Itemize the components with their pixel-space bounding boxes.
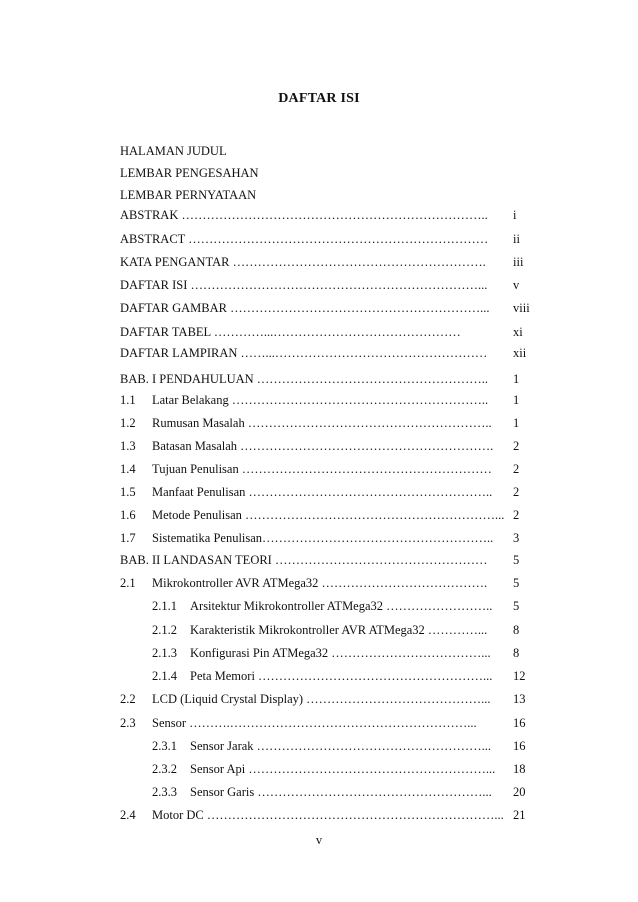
- toc-entry: [0, 804, 638, 826]
- toc-entry-page: ii: [513, 232, 520, 246]
- toc-entry-number: 1.6: [120, 508, 136, 522]
- toc-entry-title: Sensor ……….…………………………………………………...: [152, 716, 477, 730]
- toc-entry-title: Peta Memori ………………………………………………...: [190, 669, 493, 683]
- toc-entry: [0, 389, 638, 411]
- toc-entry-title: LCD (Liquid Crystal Display) ……………………………………...: [152, 692, 491, 706]
- toc-entry: [0, 321, 638, 343]
- toc-entry-number: 2.3.2: [152, 762, 177, 776]
- toc-entry-number: 2.1.1: [152, 599, 177, 613]
- toc-entry-title: Manfaat Penulisan …………………………………………………..: [152, 485, 493, 499]
- toc-entry-title: DAFTAR GAMBAR ……………………………………………………...: [120, 301, 490, 315]
- toc-entry-page: 20: [513, 785, 526, 799]
- toc-entry-page: i: [513, 208, 517, 222]
- toc-entry-number: 2.1.4: [152, 669, 177, 683]
- toc-entry: [0, 572, 638, 594]
- toc-entry-page: 1: [513, 393, 520, 407]
- toc-entry-title: ABSTRAK ………………………………………………………………..: [120, 208, 488, 222]
- toc-entry: [0, 781, 638, 803]
- toc-entry-number: 1.3: [120, 439, 136, 453]
- toc-entry-page: 1: [513, 416, 520, 430]
- toc-entry-title: DAFTAR LAMPIRAN ……...……………………………………………: [120, 346, 488, 360]
- toc-entry-number: 1.7: [120, 531, 136, 545]
- toc-entry-number: 2.4: [120, 808, 136, 822]
- toc-entry-title: KATA PENGANTAR …………………………………………………….: [120, 255, 486, 269]
- toc-entry-page: 16: [513, 739, 526, 753]
- toc-entry-title: Sensor Api …………………………………………………...: [190, 762, 496, 776]
- toc-entry-page: 5: [513, 576, 520, 590]
- toc-entry: [0, 595, 638, 617]
- toc-entry-title: Konfigurasi Pin ATMega32 ………………………………...: [190, 646, 491, 660]
- toc-entry: [0, 184, 638, 206]
- toc-entry: [0, 412, 638, 434]
- toc-entry: [0, 435, 638, 457]
- toc-entry-number: 1.2: [120, 416, 136, 430]
- toc-entry: [0, 204, 638, 226]
- toc-entry-page: 2: [513, 439, 520, 453]
- toc-entry-page: v: [513, 278, 520, 292]
- toc-entry-number: 2.1.3: [152, 646, 177, 660]
- toc-entry-page: 8: [513, 646, 520, 660]
- toc-entry: [0, 758, 638, 780]
- toc-entry-page: 5: [513, 599, 520, 613]
- toc-entry-page: 2: [513, 462, 520, 476]
- toc-entry-page: 18: [513, 762, 526, 776]
- toc-entry: [0, 481, 638, 503]
- toc-entry: [0, 735, 638, 757]
- toc-entry-page: 13: [513, 692, 526, 706]
- toc-entry: [0, 619, 638, 641]
- toc-entry: [0, 642, 638, 664]
- toc-entry: [0, 297, 638, 319]
- toc-entry-title: Tujuan Penulisan ……………………………………………………: [152, 462, 492, 476]
- toc-entry: [0, 342, 638, 364]
- toc-entry: [0, 274, 638, 296]
- toc-entry: [0, 228, 638, 250]
- toc-entry: [0, 688, 638, 710]
- toc-entry-title: LEMBAR PENGESAHAN: [120, 166, 259, 180]
- toc-entry-title: Sensor Garis ………………………………………………...: [190, 785, 492, 799]
- toc-entry: [0, 527, 638, 549]
- toc-entry: [0, 712, 638, 734]
- toc-entry-number: 2.1: [120, 576, 136, 590]
- toc-entry-title: Rumusan Masalah …………………………………………………..: [152, 416, 492, 430]
- toc-entry: [0, 368, 638, 390]
- toc-entry-page: iii: [513, 255, 524, 269]
- toc-entry-page: xi: [513, 325, 523, 339]
- toc-entry-title: Batasan Masalah …………………………………………………….: [152, 439, 494, 453]
- toc-entry-title: LEMBAR PERNYATAAN: [120, 188, 257, 202]
- toc-entry-page: xii: [513, 346, 527, 360]
- toc-entry-page: 12: [513, 669, 526, 683]
- toc-entry-page: 1: [513, 372, 520, 386]
- toc-entry-number: 2.2: [120, 692, 136, 706]
- page-number-footer: v: [315, 833, 323, 847]
- toc-entry-title: Metode Penulisan ……………………………………………………...: [152, 508, 505, 522]
- toc-entry-title: BAB. I PENDAHULUAN ………………………………………………..: [120, 372, 489, 386]
- toc-entry-page: 16: [513, 716, 526, 730]
- toc-entry-page: 21: [513, 808, 526, 822]
- toc-entry-number: 2.3.1: [152, 739, 177, 753]
- toc-entry-title: Latar Belakang ……………………………………………………..: [152, 393, 489, 407]
- toc-entry-page: 5: [513, 553, 520, 567]
- page-title: DAFTAR ISI: [278, 91, 360, 106]
- toc-entry: [0, 549, 638, 571]
- toc-entry-page: 3: [513, 531, 520, 545]
- toc-entry-title: DAFTAR TABEL …………...………………………………………: [120, 325, 461, 339]
- toc-entry-number: 2.3: [120, 716, 136, 730]
- toc-entry-number: 1.1: [120, 393, 136, 407]
- toc-entry-title: DAFTAR ISI ……………………………………………………………...: [120, 278, 488, 292]
- toc-entry-page: 2: [513, 485, 520, 499]
- toc-entry: [0, 458, 638, 480]
- toc-entry-title: HALAMAN JUDUL: [120, 144, 227, 158]
- toc-entry: [0, 251, 638, 273]
- toc-entry: [0, 162, 638, 184]
- toc-entry-number: 2.1.2: [152, 623, 177, 637]
- toc-entry-page: viii: [513, 301, 530, 315]
- toc-entry: [0, 504, 638, 526]
- toc-entry-number: 1.4: [120, 462, 136, 476]
- toc-entry-number: 1.5: [120, 485, 136, 499]
- toc-entry-title: Motor DC ……………………………………………………………...: [152, 808, 504, 822]
- toc-entry-title: Sensor Jarak ………………………………………………...: [190, 739, 492, 753]
- toc-entry-title: BAB. II LANDASAN TEORI ……………………………………………: [120, 553, 488, 567]
- toc-entry-number: 2.3.3: [152, 785, 177, 799]
- toc-entry-title: ABSTRACT ………………………………………………………………: [120, 232, 489, 246]
- toc-entry: [0, 140, 638, 162]
- toc-entry-title: Karakteristik Mikrokontroller AVR ATMega32 …………...: [190, 623, 488, 637]
- toc-entry-title: Arsitektur Mikrokontroller ATMega32 ……………………..: [190, 599, 493, 613]
- toc-entry: [0, 665, 638, 687]
- toc-entry-title: Mikrokontroller AVR ATMega32 ………………………………….: [152, 576, 488, 590]
- toc-entry-page: 8: [513, 623, 520, 637]
- toc-entry-page: 2: [513, 508, 520, 522]
- toc-entry-title: Sistematika Penulisan………………………………………………..: [152, 531, 494, 545]
